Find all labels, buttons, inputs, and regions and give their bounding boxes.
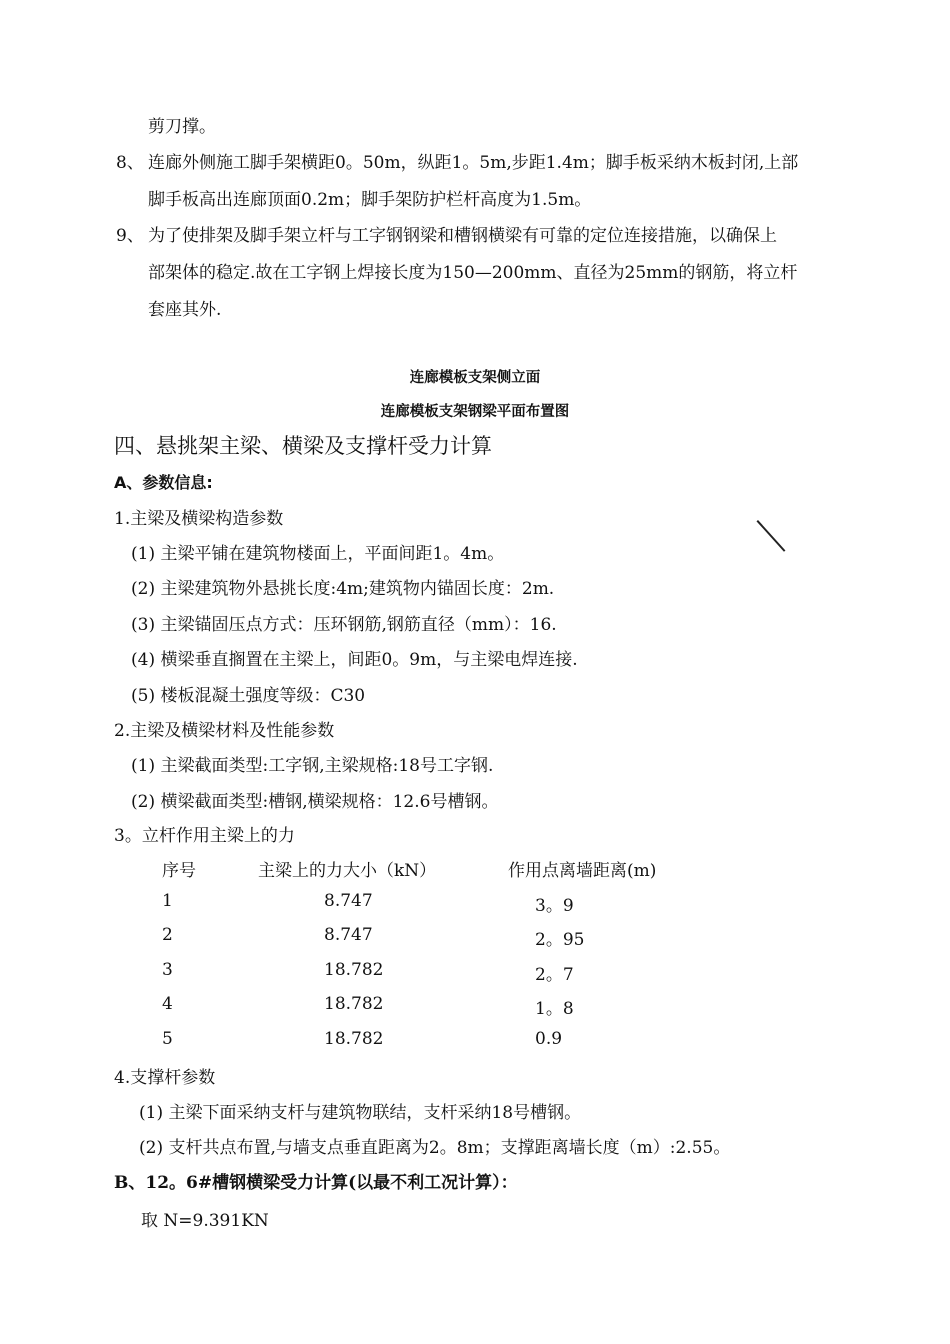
table-cell-index: 4 (162, 994, 173, 1014)
load-value: 取 N=9.391KN (141, 1211, 269, 1231)
table-header-distance: 作用点离墙距离(m) (508, 861, 657, 881)
param-2-item: (1) 主梁截面类型:工字钢,主梁规格:18号工字钢. (131, 756, 494, 776)
list-continuation-7: 剪刀撑。 (148, 117, 216, 137)
table-cell-index: 2 (162, 925, 173, 945)
subsection-b-title: B、12。6#槽钢横梁受力计算(以最不利工况计算）： (114, 1173, 518, 1193)
table-cell-force: 8.747 (324, 891, 373, 911)
item-8-line-1: 连廊外侧施工脚手架横距0。50m，纵距1。5m,步距1.4m；脚手板采纳木板封闭,上部 (148, 153, 799, 173)
table-cell-distance: 2。7 (535, 965, 574, 985)
param-group-4-title: 4.支撑杆参数 (114, 1068, 216, 1088)
param-group-3-title: 3。立杆作用主梁上的力 (114, 826, 295, 846)
item-9-line-1: 为了使排架及脚手架立杆与工字钢钢梁和槽钢横梁有可靠的定位连接措施，以确保上 (148, 226, 777, 246)
param-1-item: (5) 楼板混凝土强度等级：C30 (131, 686, 366, 706)
list-number-9: 9、 (116, 226, 144, 246)
param-4-item: (1) 主梁下面采纳支杆与建筑物联结，支杆采纳18号槽钢。 (139, 1103, 582, 1123)
figure-caption-plan: 连廊模板支架钢梁平面布置图 (380, 404, 570, 420)
table-cell-index: 3 (162, 960, 173, 980)
table-cell-distance: 0.9 (535, 1029, 563, 1049)
table-header-index: 序号 (162, 861, 196, 881)
param-1-item: (2) 主梁建筑物外悬挑长度:4m;建筑物内锚固长度：2m. (131, 579, 555, 599)
item-8-line-2: 脚手板高出连廊顶面0.2m；脚手架防护栏杆高度为1.5m。 (148, 190, 592, 210)
table-cell-distance: 1。8 (535, 999, 574, 1019)
table-cell-index: 5 (162, 1029, 173, 1049)
list-number-8: 8、 (116, 153, 144, 173)
table-cell-force: 18.782 (324, 994, 384, 1014)
param-group-2-title: 2.主梁及横梁材料及性能参数 (114, 721, 335, 741)
param-1-item: (3) 主梁锚固压点方式：压环钢筋,钢筋直径（mm）：16. (131, 615, 557, 635)
table-cell-force: 8.747 (324, 925, 373, 945)
table-cell-index: 1 (162, 891, 173, 911)
param-group-1-title: 1.主梁及横梁构造参数 (114, 509, 284, 529)
table-header-force: 主梁上的力大小（kN） (258, 861, 437, 881)
param-2-item: (2) 横梁截面类型:槽钢,横梁规格：12.6号槽钢。 (131, 792, 499, 812)
stray-line-mark (757, 520, 786, 552)
param-1-item: (4) 横梁垂直搁置在主梁上，间距0。9m，与主梁电焊连接. (131, 650, 578, 670)
table-cell-force: 18.782 (324, 1029, 384, 1049)
subsection-a-title: A、参数信息: (114, 473, 213, 492)
table-cell-distance: 3。9 (535, 896, 574, 916)
section-heading: 四、悬挑架主梁、横梁及支撑杆受力计算 (114, 434, 492, 458)
param-1-item: (1) 主梁平铺在建筑物楼面上，平面间距1。4m。 (131, 544, 505, 564)
item-9-line-2: 部架体的稳定.故在工字钢上焊接长度为150—200mm、直径为25mm的钢筋，将立杆 (148, 263, 798, 283)
table-cell-force: 18.782 (324, 960, 384, 980)
table-cell-distance: 2。95 (535, 930, 585, 950)
param-4-item: (2) 支杆共点布置,与墙支点垂直距离为2。8m；支撑距离墙长度（m）:2.55。 (139, 1138, 731, 1158)
figure-caption-elevation: 连廊模板支架侧立面 (409, 370, 541, 386)
item-9-line-3: 套座其外. (148, 300, 222, 320)
